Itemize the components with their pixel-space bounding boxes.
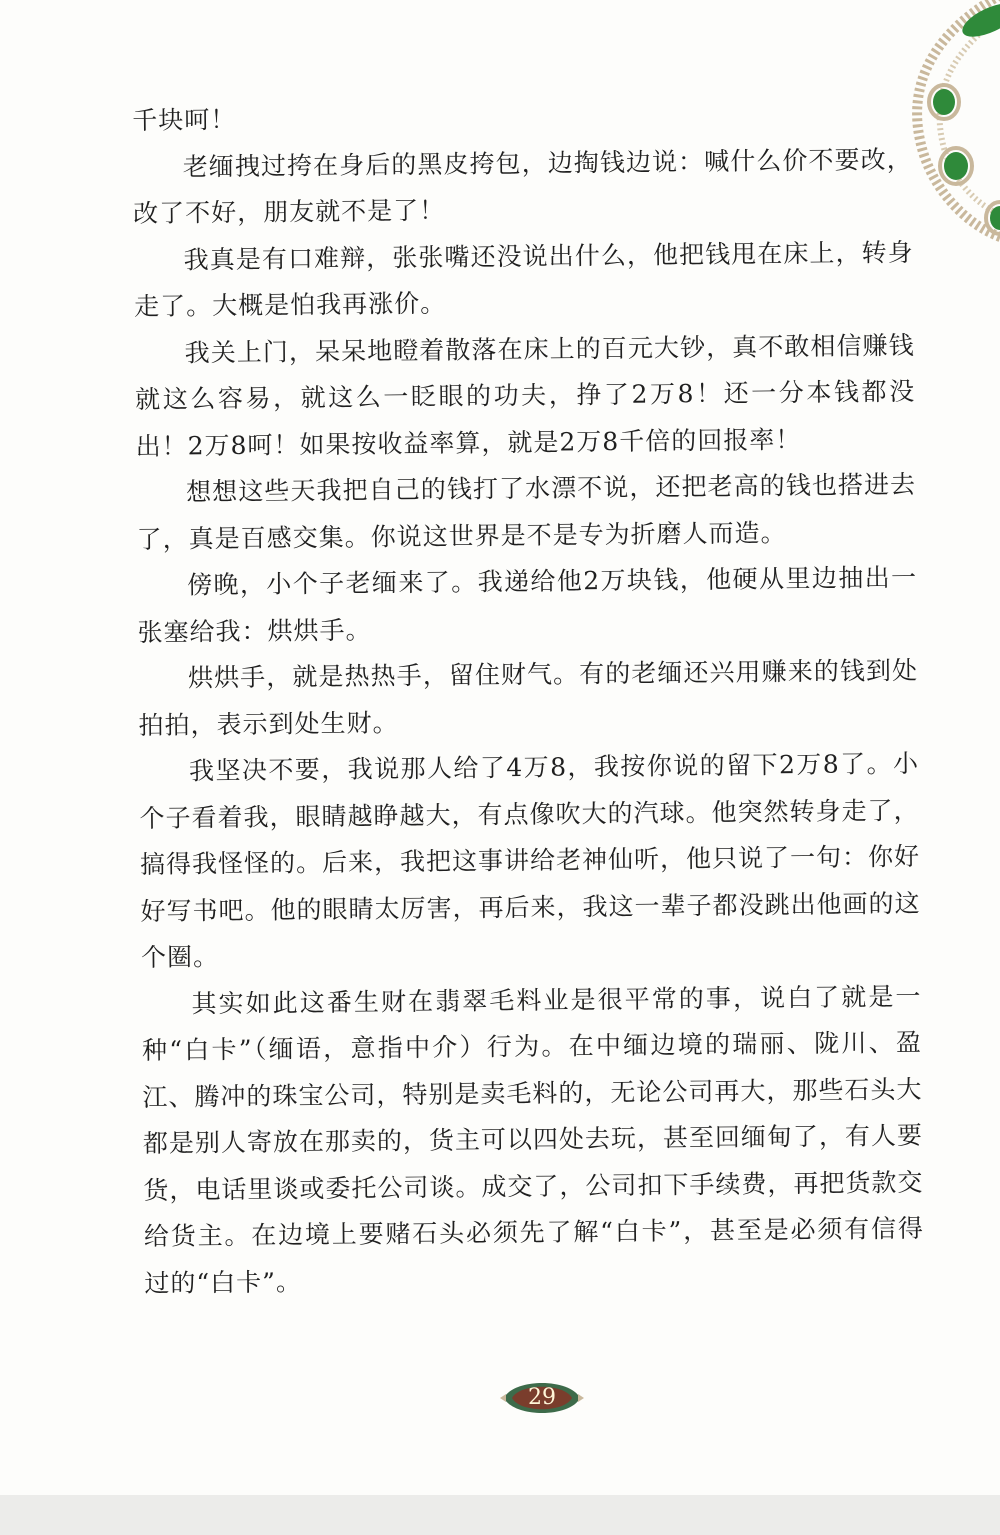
paragraph: 千块呵！: [132, 104, 237, 135]
body-text: [132, 90, 925, 1307]
paragraph: 想想这些天我把自己的钱打了水漂不说，还把老高的钱也搭进去了，真是百感交集。你说这世界是不是专为折磨人而造。: [136, 469, 917, 554]
paragraph: 我真是有口难辩，张张嘴还没说出什么，他把钱甩在床上，转身走了。大概是怕我再涨价。: [134, 237, 914, 321]
paragraph: 其实如此这番生财在翡翠毛料业是很平常的事，说白了就是一种“白卡”（缅语，意指中介）行为。在中缅边境的瑞丽、陇川、盈江、腾冲的珠宝公司，特别是卖毛料的，无论公司再大，那些石头大都是别人寄放在那卖的，货主可以四处去玩，甚至回缅甸了，有人要货，电话里谈或委托公司谈。成交了，公司扣下手续费，再把货款交给货主。在边境上要赌石头必须先了解“白卡”，甚至是必须有信得过的“白卡”。: [141, 981, 925, 1298]
paragraph: 烘烘手，就是热热手，留住财气。有的老缅还兴用赚来的钱到处拍拍，表示到处生财。: [138, 655, 919, 740]
paragraph: 老缅拽过挎在身后的黑皮挎包，边掏钱边说：喊什么价不要改，改了不好，朋友就不是了！: [133, 144, 913, 228]
page-bottom-edge: [0, 1495, 1000, 1535]
page-number-badge: [500, 1372, 584, 1424]
paragraph: 我坚决不要，我说那人给了4万8，我按你说的留下2万8了。小个子看着我，眼睛越睁越大，有点像吹大的汽球。他突然转身走了，搞得我怪怪的。后来，我把这事讲给老神仙听，他只说了一句：你好好写书吧。他的眼睛太厉害，再后来，我这一辈子都没跳出他画的这个圈。: [139, 748, 921, 972]
page-number: 29: [528, 1385, 556, 1410]
paragraph: 傍晚，小个子老缅来了。我递给他2万块钱，他硬从里边抽出一张塞给我：烘烘手。: [137, 562, 918, 647]
paragraph: 我关上门，呆呆地瞪着散落在床上的百元大钞，真不敢相信赚钱就这么容易，就这么一眨眼的功夫，挣了2万8！还一分本钱都没出！2万8呵！如果按收益率算，就是2万8千倍的回报率！: [135, 330, 916, 461]
